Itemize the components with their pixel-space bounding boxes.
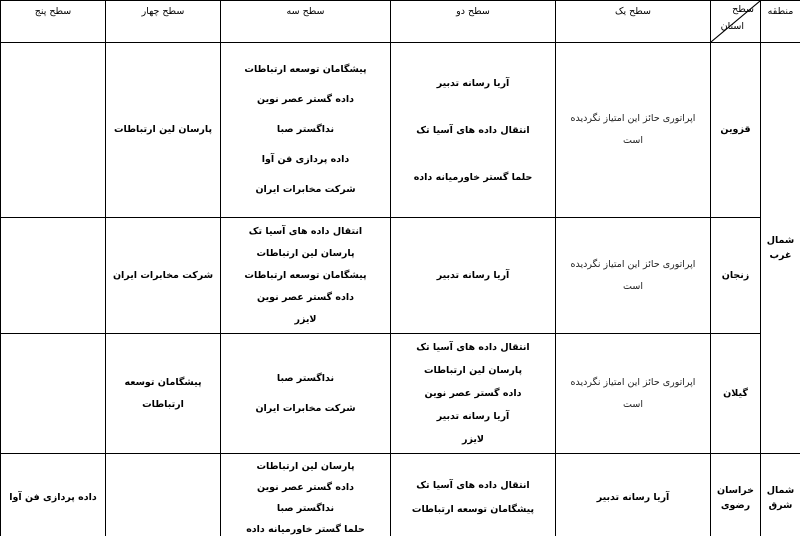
level2-cell: آریا رسانه تدبیر bbox=[391, 218, 556, 334]
level4-cell: پارسان لین ارتباطات bbox=[106, 43, 221, 218]
list-item: داده گستر عصر نوین bbox=[257, 481, 354, 493]
level1-cell: آریا رسانه تدبیر bbox=[556, 454, 711, 536]
list-item: حلما گستر خاورمیانه داده bbox=[413, 171, 533, 183]
header-level-province bbox=[711, 1, 761, 43]
level5-cell bbox=[1, 334, 106, 454]
level5-cell bbox=[1, 43, 106, 218]
table-row-zanjan bbox=[1, 218, 800, 334]
list-item: پیشگامان توسعه ارتباطات bbox=[244, 269, 367, 281]
list-item: لایزر bbox=[294, 313, 317, 325]
header-level-label: سطح bbox=[732, 4, 754, 15]
list-item: انتقال داده های آسیا تک bbox=[416, 479, 530, 491]
level5-cell: داده پردازی فن آوا bbox=[1, 454, 106, 536]
list-item: انتقال داده های آسیا تک bbox=[416, 124, 530, 136]
list-item: داده گستر عصر نوین bbox=[257, 94, 354, 105]
list-item: نداگستر صبا bbox=[276, 502, 335, 514]
level3-cell bbox=[221, 218, 391, 334]
region-northwest: شمال غرب bbox=[761, 43, 800, 454]
level4-cell bbox=[106, 454, 221, 536]
level2-cell bbox=[391, 454, 556, 536]
region-northeast: شمال شرق bbox=[761, 454, 800, 536]
list-item: داده گستر عصر نوین bbox=[424, 388, 522, 399]
list-item: پارسان لین ارتباطات bbox=[423, 365, 523, 376]
list-item: انتقال داده های آسیا تک bbox=[416, 342, 530, 353]
province-cell: گیلان bbox=[711, 334, 761, 454]
header-row bbox=[1, 1, 800, 43]
list-item: پیشگامان توسعه ارتباطات bbox=[411, 503, 535, 515]
list-item: آریا رسانه تدبیر bbox=[436, 77, 510, 89]
list-item: داده پردازی فن آوا bbox=[261, 154, 350, 165]
level4-cell: پیشگامان توسعه ارتباطات bbox=[106, 334, 221, 454]
level4-cell: شرکت مخابرات ایران bbox=[106, 218, 221, 334]
level3-cell bbox=[221, 43, 391, 218]
list-item: پارسان لین ارتباطات bbox=[256, 247, 355, 259]
list-item: حلما گستر خاورمیانه داده bbox=[246, 523, 365, 535]
header-province-label: استان bbox=[720, 21, 744, 32]
level1-cell: اپراتوری حائز این امتیاز نگردیده است bbox=[556, 218, 711, 334]
list-item: پیشگامان توسعه ارتباطات bbox=[244, 64, 367, 75]
list-item: پارسان لین ارتباطات bbox=[256, 460, 355, 472]
header-level1: سطح یک bbox=[556, 1, 711, 43]
level1-cell: اپراتوری حائز این امتیاز نگردیده است bbox=[556, 334, 711, 454]
list-item: انتقال داده های آسیا تک bbox=[248, 225, 363, 237]
province-cell: زنجان bbox=[711, 218, 761, 334]
list-item: شرکت مخابرات ایران bbox=[255, 402, 356, 414]
level2-cell bbox=[391, 43, 556, 218]
level5-cell bbox=[1, 218, 106, 334]
header-region: منطقه bbox=[761, 1, 800, 43]
level1-cell: اپراتوری حائز این امتیاز نگردیده است bbox=[556, 43, 711, 218]
header-level5: سطح پنج bbox=[1, 1, 106, 43]
list-item: داده گستر عصر نوین bbox=[257, 291, 354, 303]
level2-cell bbox=[391, 334, 556, 454]
list-item: نداگستر صبا bbox=[276, 124, 335, 135]
level3-cell bbox=[221, 454, 391, 536]
table-row-gilan bbox=[1, 334, 800, 454]
province-cell: قزوین bbox=[711, 43, 761, 218]
header-level2: سطح دو bbox=[391, 1, 556, 43]
list-item: لایزر bbox=[461, 434, 485, 445]
list-item: نداگستر صبا bbox=[276, 372, 335, 384]
list-item: آریا رسانه تدبیر bbox=[436, 411, 510, 422]
header-level4: سطح چهار bbox=[106, 1, 221, 43]
level3-cell bbox=[221, 334, 391, 454]
list-item: شرکت مخابرات ایران bbox=[255, 184, 356, 195]
province-cell: خراسان رضوی bbox=[711, 454, 761, 536]
table-row-qazvin bbox=[1, 43, 800, 218]
table-row-khorasan-razavi bbox=[1, 454, 800, 536]
header-level3: سطح سه bbox=[221, 1, 391, 43]
